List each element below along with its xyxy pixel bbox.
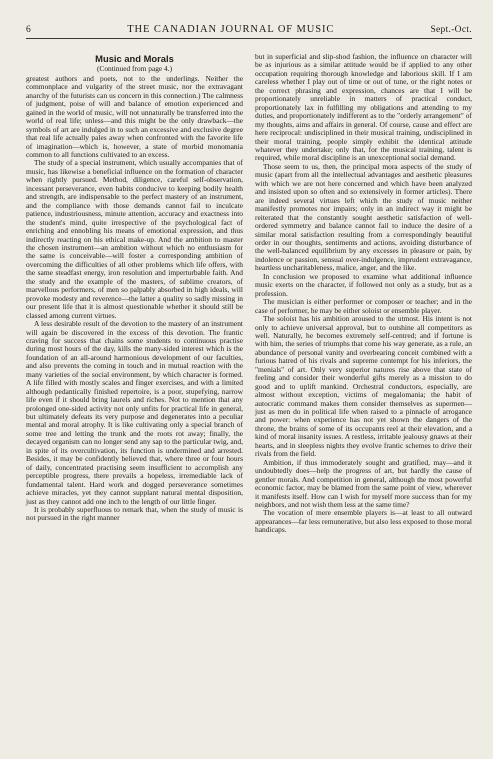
article-columns (26, 53, 472, 535)
paragraph: Those seem to us, then, the principal mora aspects of the study of music (apart from all the intellectual advantages and aesthetic pleasures with which we are not here concerned and which have been analyzed and insisted upon so often and so extensively in former articles). There are indeed several virtues left which the study of music neither manifestly promotes nor impairs; only in an indirect way it might be reiterated that the constantly sought aesthetic satisfaction of well-ordered symmetry and balance cannot fail to induce the desire of a similar moral satisfaction resulting from a correspondingly beautiful order in our thoughts, sentiments and actions, avoiding disturbance of the well-balanced equilibrium by any excesses in pleasure or pain, by indolence or passion, sensual over-indulgence, imprudent extravagance, heartless uncharitableness, malice, anger, and the like. (255, 161, 472, 273)
paragraph: In conclusion we proposed to examine what additional influence music exerts on the character, if followed not only as a study, but as a profession. (255, 271, 472, 298)
paragraph: Ambition, if thus immoderately sought and gratified, may—and it undoubtedly does—help the progress of art, but hardly the cause of gentler morals. And competition in general, although the most powerful economic factor, may be blamed from the same point of view, wherever it manifests itself. How can I wish for myself more success than for my neighbors, and not wish them less at the same time? (255, 457, 472, 510)
running-header (26, 24, 472, 39)
paragraph: greatest authors and poets, not to the underlings. Neither the commonplace and vulgarity of the street music, nor the extravagant anarchy of the futurists can us concern in this connection.) The calmness of judgment, poise of will and balance of emotion experienced and gained in the world of music, will not unnaturally be transferred into the world of real life; unless—and this might be the only drawback—the symbols of art are indulged in to such an excessive and exclusive degree that real life actually pales away when confronted with the favorite life of imagination—which is, however, a state of morbid monomania common to all functions cultivated to an excess. (26, 73, 243, 159)
paragraph: The study of a special instrument, which usually accompanies that of music, has likewise a beneficial influence on the formation of character when rightly pursued. Method, diligence, careful self-observation, incessant perseverance, even habits conducive to keeping bodily health and strength, are indispensable to the perfect mastery of an instrument, and the compliance with those demands cannot fail to inculcate patience, industriousness, minute attention, accuracy and exactness into the student's mind, quite irrespective of the psychological fact of enriching and ennobling his means of emotional expression, and thus indirectly reacting on his ethical make-up. And the ambition to master the chosen instrument—an ambition without which no enthusiasm for the same is conceivable—will foster a corresponding ambition of overcoming the difficulties of all other problems which life offers, with the same steadfast energy, iron resolution and imperturbable faith. And the study and the example of the masters, of sublime creators, of marvellous performers, of men so palpably absorbed in high ideals, will provoke modesty and reverence—the latter a quality so sadly missing in our present life that it is almost questionable whether it should still be classed among current virtues. (26, 158, 243, 320)
paragraph: The soloist has his ambition aroused to the utmost. His intent is not only to achieve universal approval, but to outshine all competitors as well. Naturally, he becomes extremely self-centred; and if fortune is with him, the series of triumphs that come his way generate, as a rule, an abundance of personal vanity and overbearing conceit combined with a furious hatred of his rivals and supreme contempt for his inferiors, the "menials" of art. Only very superior natures rise above that state of feeling and consider their wonderful gifts merely as a mission to do good and to uplift mankind. Orchestral conductors, especially, are almost without exception, victims of megalomania; the habit of autocratic command makes them consider themselves as supermen—just as men do in political life when raised to a pinnacle of arrogance and power: when experience has not yet shown the dangers of the throne, the brains of some of its occupants reel at their elevation, and a kind of moral insanity issues. A restless, irritable jealousy gnaws at their hearts, and in sleepless nights they evolve frantic schemes to drive their rivals from the field. (255, 314, 472, 459)
article-title: Music and Morals (95, 53, 174, 64)
page-number: 6 (26, 25, 32, 35)
issue-date: Sept.-Oct. (430, 25, 472, 35)
paragraph: The vocation of mere ensemble players is—at least to all outward appearances—far less remunerative, but also less exposed to those moral handicaps. (255, 508, 472, 535)
paragraph: It is probably superfluous to remark that, when the study of music is not pursued in the right manner (26, 505, 243, 523)
paragraph: but in superficial and slip-shod fashion, the influence on character will be as injurious as a similar attitude would be if applied to any other occupation requiring thorough knowledge and laborious skill. If I am careless whether I play out of time or out of tune, or the right notes or the correct phrasing and expression, chances are that I will be proportionately unreliable in matters of practical conduct, proportionately lax in fulfilling my obligations and attending to my duties, and proportionately indifferent as to the "orderly arrangement" of my thoughts, aims and affairs in general. Of course, cause and effect are here reciprocal: undisciplined in their musical training, undisciplined in their moral training, people simply exhibit the identical attitude whatever they undertake; only that, for the musical training, talent is required, while moral discipline is an unexceptional social demand. (255, 52, 472, 163)
left-column (26, 53, 243, 535)
paragraph: A less desirable result of the devotion to the mastery of an instrument will again be discovered in the excess of this devotion. The frantic craving for success that chains some students to continuous practise during most hours of the day, kills the many-sided interest which is the foundation of an all-around harmonious development of our faculties, and also prevents the coming in touch and in mutual reaction with the many varieties of the social environment, by which character is formed. A life filled with mostly scales and finger exercises, and with a limited although pedantically finished repertoire, is a poor, stupefying, narrow life even if it should bring laurels and riches. Not to mention that any prolonged one-sided activity not only unfits for practical life in general, but ultimately defeats its very purpose and degenerates into a peculiar mental and moral atrophy. It is like cultivating only a special branch of some tree and letting the trunk and the roots rot away; finally, the decayed organism can no longer send any sap to the particular twig, and, in spite of its overcultivation, its function is undermined and arrested. Besides, it may be confidently believed that, where three or four hours of daily, concentrated practising seem insufficient to accomplish any perceptible progress, there prevails a hopeless, irremediable lack of fundamental talent. Hard work and dogged perseverance sometimes achieve miracles, yet they cannot supplant natural mental disposition, just as they cannot add one inch to the length of our little finger. (26, 319, 243, 506)
continued-note: (Continued from page 4.) (96, 64, 173, 74)
journal-title: THE CANADIAN JOURNAL OF MUSIC (127, 24, 335, 35)
paragraph: The musician is either performer or composer or teacher; and in the case of performer, he may be either soloist or ensemble player. (255, 297, 472, 315)
right-column (255, 53, 472, 535)
